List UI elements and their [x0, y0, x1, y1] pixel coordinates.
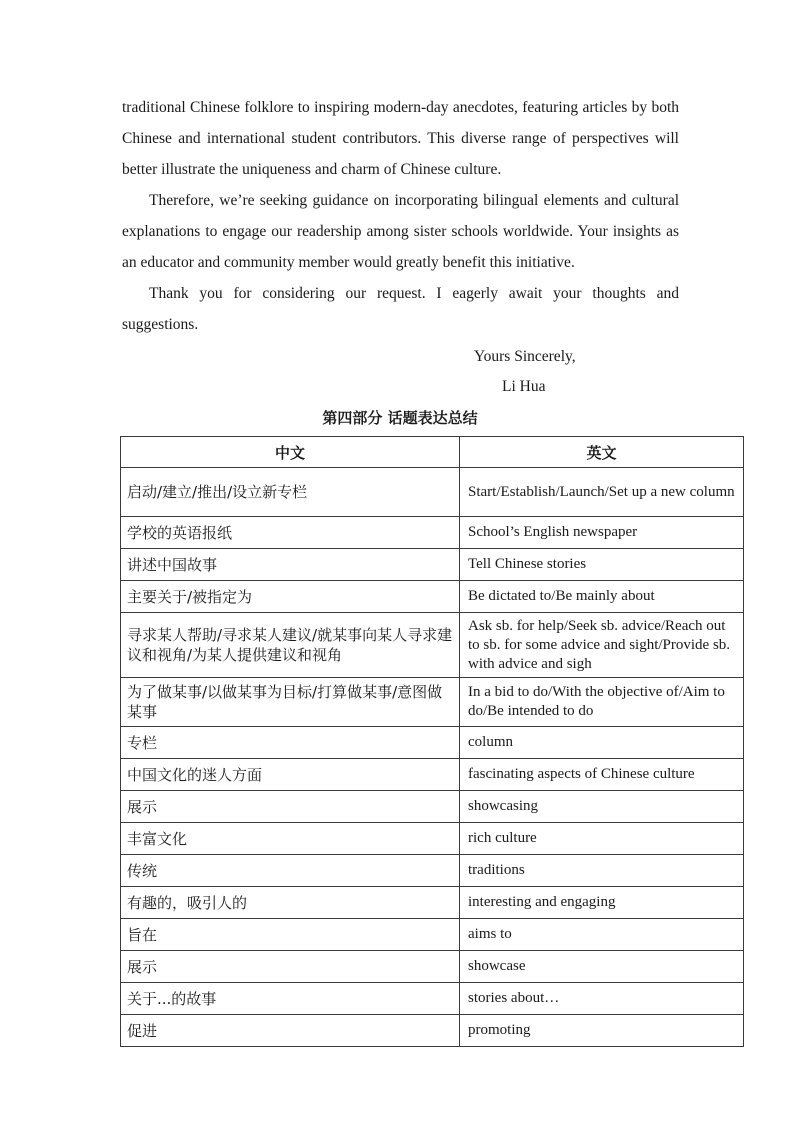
table-row: [121, 727, 744, 759]
english-cell: interesting and engaging: [460, 887, 744, 919]
table-row: [121, 549, 744, 581]
letter-paragraph: Thank you for considering our request. I eagerly await your thoughts and suggestions.: [122, 285, 679, 333]
chinese-cell: 展示: [121, 951, 460, 983]
chinese-cell: 展示: [121, 791, 460, 823]
table-row: [121, 517, 744, 549]
chinese-cell: 中国文化的迷人方面: [121, 759, 460, 791]
table-row: [121, 468, 744, 517]
english-cell: aims to: [460, 919, 744, 951]
table-row: [121, 855, 744, 887]
chinese-cell: 启动/建立/推出/设立新专栏: [121, 468, 460, 517]
english-cell: stories about…: [460, 983, 744, 1015]
english-cell: column: [460, 727, 744, 759]
chinese-cell: 主要关于/被指定为: [121, 581, 460, 613]
chinese-cell: 专栏: [121, 727, 460, 759]
english-cell: promoting: [460, 1015, 744, 1047]
table-row: [121, 759, 744, 791]
table-row: [121, 887, 744, 919]
chinese-cell: 讲述中国故事: [121, 549, 460, 581]
chinese-cell: 为了做某事/以做某事为目标/打算做某事/意图做某事: [121, 678, 460, 727]
english-cell: Tell Chinese stories: [460, 549, 744, 581]
letter-body: [122, 92, 679, 340]
chinese-cell: 旨在: [121, 919, 460, 951]
table-row: [121, 678, 744, 727]
glossary-table: [120, 436, 744, 1047]
table-row: [121, 613, 744, 678]
letter-paragraph: Therefore, we’re seeking guidance on incorporating bilingual elements and cultural explanations to engage our readership among sister schools worldwide. Your insights as an educator and community member would greatly benefit this initiative.: [122, 192, 679, 271]
english-cell: rich culture: [460, 823, 744, 855]
english-cell: showcasing: [460, 791, 744, 823]
table-header-row: [121, 437, 744, 468]
table-row: [121, 823, 744, 855]
table-row: [121, 791, 744, 823]
column-header-english: 英文: [460, 437, 744, 468]
english-cell: School’s English newspaper: [460, 517, 744, 549]
table-row: [121, 951, 744, 983]
chinese-cell: 关于...的故事: [121, 983, 460, 1015]
table-row: [121, 581, 744, 613]
letter-paragraph: traditional Chinese folklore to inspiring modern-day anecdotes, featuring articles by both Chinese and international student contributors. This diverse range of perspectives will better illustrate the uniqueness and charm of Chinese culture.: [122, 99, 679, 178]
letter-closing: Yours Sincerely,: [474, 348, 576, 365]
english-cell: Start/Establish/Launch/Set up a new column: [460, 468, 744, 517]
section-title: 第四部分 话题表达总结: [322, 409, 478, 427]
table-row: [121, 983, 744, 1015]
english-cell: Be dictated to/Be mainly about: [460, 581, 744, 613]
letter-signature: Li Hua: [502, 378, 546, 395]
chinese-cell: 寻求某人帮助/寻求某人建议/就某事向某人寻求建议和视角/为某人提供建议和视角: [121, 613, 460, 678]
chinese-cell: 学校的英语报纸: [121, 517, 460, 549]
english-cell: Ask sb. for help/Seek sb. advice/Reach out to sb. for some advice and sight/Provide sb. with advice and sigh: [460, 613, 744, 678]
table-row: [121, 919, 744, 951]
chinese-cell: 传统: [121, 855, 460, 887]
chinese-cell: 丰富文化: [121, 823, 460, 855]
chinese-cell: 有趣的，吸引人的: [121, 887, 460, 919]
table-row: [121, 1015, 744, 1047]
english-cell: fascinating aspects of Chinese culture: [460, 759, 744, 791]
column-header-chinese: 中文: [121, 437, 460, 468]
english-cell: showcase: [460, 951, 744, 983]
english-cell: traditions: [460, 855, 744, 887]
english-cell: In a bid to do/With the objective of/Aim to do/Be intended to do: [460, 678, 744, 727]
chinese-cell: 促进: [121, 1015, 460, 1047]
